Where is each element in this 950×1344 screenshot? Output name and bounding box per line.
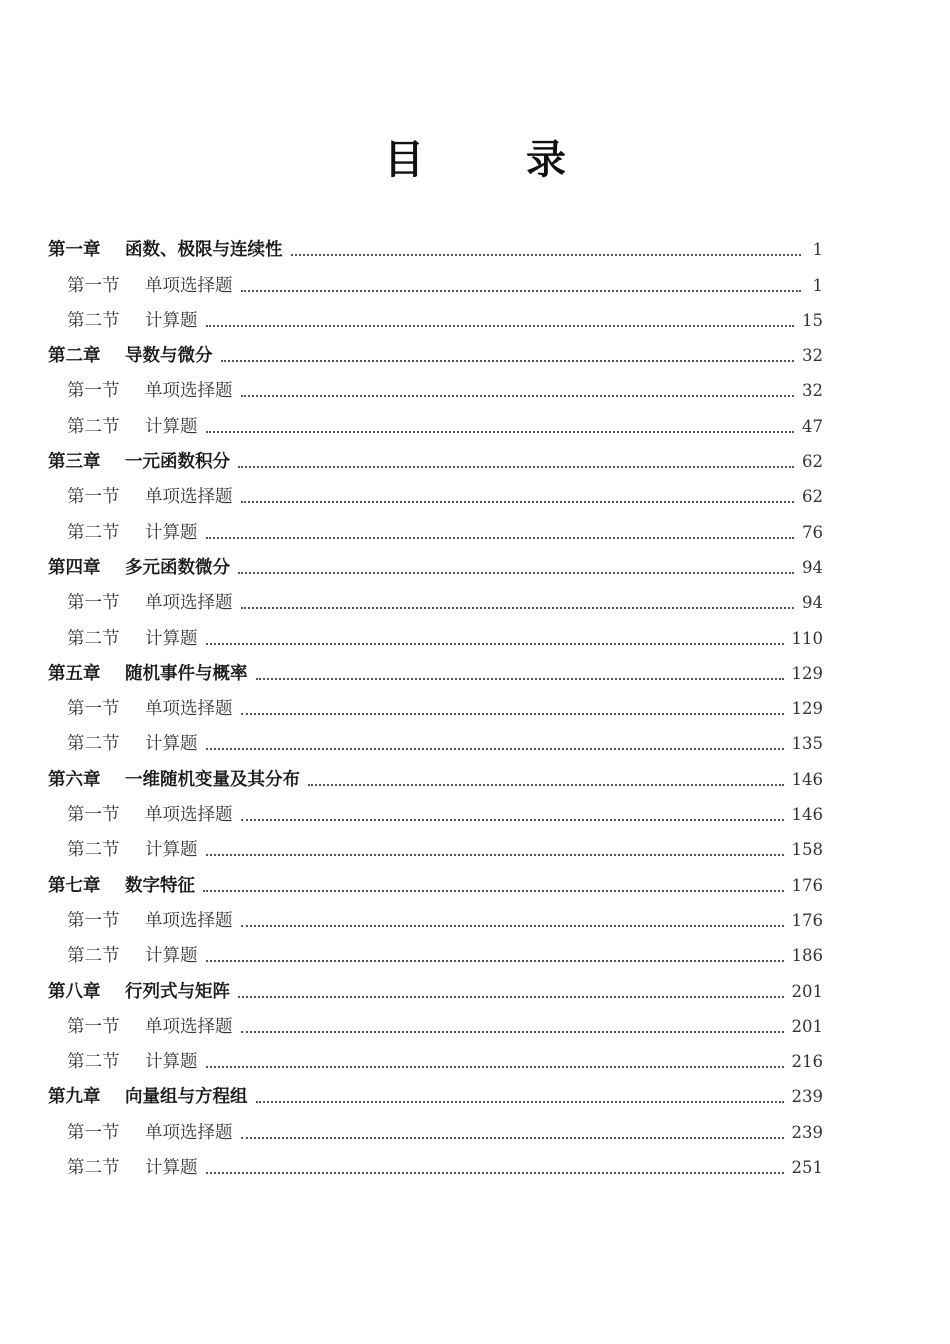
page-number: 76 xyxy=(802,522,823,542)
chapter-title: 导数与微分 xyxy=(125,346,213,367)
section-number: 第二节 xyxy=(67,416,120,437)
dot-leader xyxy=(308,784,784,786)
chapter-number: 第二章 xyxy=(48,346,101,367)
section-title: 计算题 xyxy=(145,1158,198,1179)
toc-section-entry[interactable] xyxy=(48,368,823,403)
section-number: 第二节 xyxy=(67,1158,120,1179)
section-title: 单项选择题 xyxy=(145,805,233,826)
dot-leader xyxy=(241,1031,784,1033)
section-title: 计算题 xyxy=(145,416,198,437)
section-number: 第一节 xyxy=(67,910,120,931)
toc-section-entry[interactable] xyxy=(48,262,823,297)
section-title: 计算题 xyxy=(145,522,198,543)
page-number: 62 xyxy=(802,487,823,507)
page-number: 201 xyxy=(791,1016,823,1036)
section-title: 计算题 xyxy=(145,628,198,649)
chapter-title: 一元函数积分 xyxy=(125,452,230,473)
chapter-number: 第六章 xyxy=(48,769,101,790)
dot-leader xyxy=(221,360,795,362)
page-number: 216 xyxy=(791,1052,823,1072)
dot-leader xyxy=(206,537,795,539)
page-number: 239 xyxy=(791,1122,823,1142)
chapter-number: 第八章 xyxy=(48,981,101,1002)
chapter-title: 函数、极限与连续性 xyxy=(125,240,283,261)
section-title: 单项选择题 xyxy=(145,699,233,720)
section-title: 单项选择题 xyxy=(145,910,233,931)
toc-chapter-entry[interactable] xyxy=(48,968,823,1003)
toc-chapter-entry[interactable] xyxy=(48,545,823,580)
section-title: 单项选择题 xyxy=(145,593,233,614)
page-number: 110 xyxy=(791,628,823,648)
dot-leader xyxy=(206,431,795,433)
section-title: 单项选择题 xyxy=(145,1016,233,1037)
section-number: 第一节 xyxy=(67,593,120,614)
dot-leader xyxy=(203,890,784,892)
page-number: 201 xyxy=(791,981,823,1001)
chapter-title: 随机事件与概率 xyxy=(125,663,248,684)
page-number: 158 xyxy=(791,840,823,860)
toc-section-entry[interactable] xyxy=(48,792,823,827)
toc-section-entry[interactable] xyxy=(48,1145,823,1180)
dot-leader xyxy=(241,1137,784,1139)
page-number: 176 xyxy=(791,910,823,930)
dot-leader xyxy=(241,501,795,503)
page-number: 94 xyxy=(802,557,823,577)
toc-chapter-entry[interactable] xyxy=(48,756,823,791)
dot-leader xyxy=(241,607,795,609)
section-number: 第一节 xyxy=(67,805,120,826)
page-number: 94 xyxy=(802,593,823,613)
toc-section-entry[interactable] xyxy=(48,474,823,509)
toc-section-entry[interactable] xyxy=(48,827,823,862)
dot-leader xyxy=(241,395,795,397)
chapter-title: 一维随机变量及其分布 xyxy=(125,769,300,790)
page-title: 目 录 xyxy=(384,137,610,183)
table-of-contents xyxy=(48,227,823,1180)
toc-section-entry[interactable] xyxy=(48,686,823,721)
dot-leader xyxy=(241,713,784,715)
section-number: 第一节 xyxy=(67,699,120,720)
section-number: 第一节 xyxy=(67,275,120,296)
section-title: 单项选择题 xyxy=(145,487,233,508)
dot-leader xyxy=(241,290,802,292)
toc-section-entry[interactable] xyxy=(48,403,823,438)
chapter-number: 第九章 xyxy=(48,1087,101,1108)
dot-leader xyxy=(206,1066,784,1068)
page-number: 129 xyxy=(791,699,823,719)
dot-leader xyxy=(206,960,784,962)
chapter-number: 第四章 xyxy=(48,557,101,578)
chapter-number: 第五章 xyxy=(48,663,101,684)
dot-leader xyxy=(206,748,784,750)
toc-section-entry[interactable] xyxy=(48,1109,823,1144)
section-number: 第一节 xyxy=(67,1016,120,1037)
page-number: 1 xyxy=(812,275,823,295)
section-title: 单项选择题 xyxy=(145,1122,233,1143)
toc-chapter-entry[interactable] xyxy=(48,333,823,368)
section-title: 计算题 xyxy=(145,1052,198,1073)
toc-section-entry[interactable] xyxy=(48,1004,823,1039)
page-number: 62 xyxy=(802,452,823,472)
dot-leader xyxy=(206,643,784,645)
toc-section-entry[interactable] xyxy=(48,615,823,650)
chapter-title: 数字特征 xyxy=(125,875,195,896)
dot-leader xyxy=(206,1172,784,1174)
page-number: 186 xyxy=(791,946,823,966)
section-number: 第二节 xyxy=(67,1052,120,1073)
chapter-number: 第一章 xyxy=(48,240,101,261)
toc-section-entry[interactable] xyxy=(48,1039,823,1074)
chapter-number: 第七章 xyxy=(48,875,101,896)
chapter-number: 第三章 xyxy=(48,452,101,473)
page-number: 32 xyxy=(802,381,823,401)
chapter-title: 向量组与方程组 xyxy=(125,1087,248,1108)
dot-leader xyxy=(241,925,784,927)
section-title: 计算题 xyxy=(145,310,198,331)
page-number: 251 xyxy=(791,1158,823,1178)
page-number: 176 xyxy=(791,875,823,895)
toc-section-entry[interactable] xyxy=(48,898,823,933)
page-number: 32 xyxy=(802,346,823,366)
dot-leader xyxy=(256,678,784,680)
toc-chapter-entry[interactable] xyxy=(48,439,823,474)
page-number: 239 xyxy=(791,1087,823,1107)
page-number: 1 xyxy=(812,240,823,260)
toc-section-entry[interactable] xyxy=(48,509,823,544)
dot-leader xyxy=(238,996,784,998)
chapter-title: 多元函数微分 xyxy=(125,557,230,578)
section-number: 第二节 xyxy=(67,840,120,861)
section-number: 第二节 xyxy=(67,522,120,543)
section-number: 第一节 xyxy=(67,487,120,508)
page-number: 129 xyxy=(791,663,823,683)
section-number: 第一节 xyxy=(67,1122,120,1143)
section-title: 计算题 xyxy=(145,946,198,967)
page-number: 146 xyxy=(791,805,823,825)
toc-section-entry[interactable] xyxy=(48,298,823,333)
toc-chapter-entry[interactable] xyxy=(48,862,823,897)
section-title: 单项选择题 xyxy=(145,275,233,296)
toc-chapter-entry[interactable] xyxy=(48,1074,823,1109)
page-number: 135 xyxy=(791,734,823,754)
toc-section-entry[interactable] xyxy=(48,933,823,968)
section-title: 单项选择题 xyxy=(145,381,233,402)
section-number: 第二节 xyxy=(67,310,120,331)
page-number: 47 xyxy=(802,416,823,436)
dot-leader xyxy=(291,254,802,256)
section-title: 计算题 xyxy=(145,840,198,861)
dot-leader xyxy=(238,572,794,574)
toc-chapter-entry[interactable] xyxy=(48,227,823,262)
page-number: 146 xyxy=(791,769,823,789)
dot-leader xyxy=(206,854,784,856)
dot-leader xyxy=(241,819,784,821)
page-number: 15 xyxy=(802,310,823,330)
dot-leader xyxy=(256,1101,784,1103)
section-title: 计算题 xyxy=(145,734,198,755)
chapter-title: 行列式与矩阵 xyxy=(125,981,230,1002)
section-number: 第二节 xyxy=(67,628,120,649)
dot-leader xyxy=(238,466,794,468)
toc-section-entry[interactable] xyxy=(48,721,823,756)
section-number: 第二节 xyxy=(67,734,120,755)
toc-chapter-entry[interactable] xyxy=(48,651,823,686)
section-number: 第二节 xyxy=(67,946,120,967)
section-number: 第一节 xyxy=(67,381,120,402)
toc-section-entry[interactable] xyxy=(48,580,823,615)
dot-leader xyxy=(206,325,795,327)
